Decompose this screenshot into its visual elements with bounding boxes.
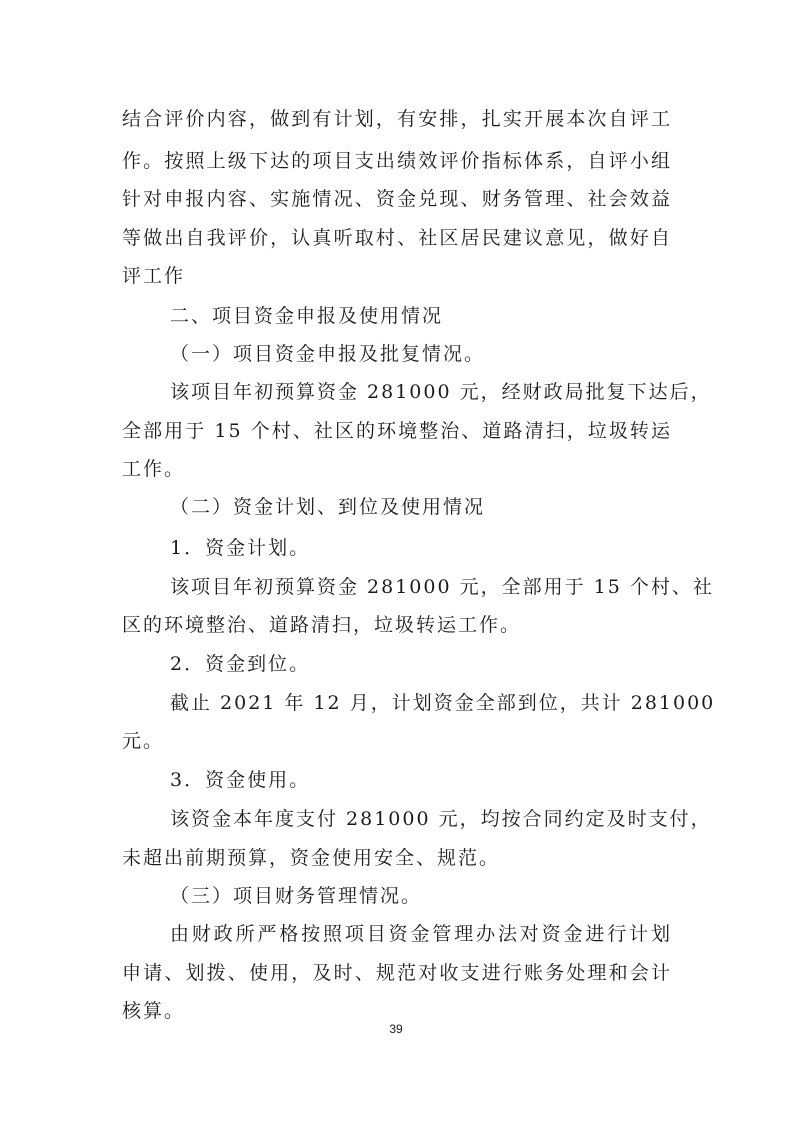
paragraph-line: 核算。 bbox=[122, 1000, 186, 1022]
paragraph-line: 该项目年初预算资金 281000 元，经财政局批复下达后， bbox=[170, 381, 712, 403]
subsection-heading: （一）项目资金申报及批复情况。 bbox=[170, 343, 486, 365]
section-heading: 二、项目资金申报及使用情况 bbox=[170, 305, 444, 327]
paragraph-line: 作。按照上级下达的项目支出绩效评价指标体系，自评小组 bbox=[122, 150, 672, 172]
page-number: 39 bbox=[389, 1022, 403, 1036]
paragraph-line: 未超出前期预算，资金使用安全、规范。 bbox=[122, 847, 501, 869]
paragraph-line: 工作。 bbox=[122, 458, 186, 480]
paragraph-line: 申请、划拨、使用，及时、规范对收支进行账务处理和会计 bbox=[122, 962, 672, 984]
paragraph-line: 全部用于 15 个村、社区的环境整治、道路清扫，垃圾转运 bbox=[122, 420, 672, 442]
paragraph-line: 截止 2021 年 12 月，计划资金全部到位，共计 281000 bbox=[170, 692, 716, 714]
paragraph-line: 元。 bbox=[122, 730, 165, 752]
paragraph-line: 由财政所严格按照项目资金管理办法对资金进行计划 bbox=[170, 923, 672, 945]
paragraph-line: 该资金本年度支付 281000 元，均按合同约定及时支付， bbox=[170, 808, 712, 830]
paragraph-line: 该项目年初预算资金 281000 元，全部用于 15 个村、社 bbox=[170, 576, 714, 598]
paragraph-line: 评工作 bbox=[122, 265, 186, 287]
item-heading: 1．资金计划。 bbox=[170, 537, 311, 559]
item-heading: 3．资金使用。 bbox=[170, 769, 311, 791]
paragraph-line: 区的环境整治、道路清扫，垃圾转运工作。 bbox=[122, 614, 522, 636]
paragraph-line: 等做出自我评价，认真听取村、社区居民建议意见，做好自 bbox=[122, 227, 672, 249]
paragraph-line: 针对申报内容、实施情况、资金兑现、财务管理、社会效益 bbox=[122, 188, 672, 210]
subsection-heading: （二）资金计划、到位及使用情况 bbox=[170, 496, 486, 518]
paragraph-line: 结合评价内容，做到有计划，有安排，扎实开展本次自评工 bbox=[122, 108, 672, 130]
subsection-heading: （三）项目财务管理情况。 bbox=[170, 885, 423, 907]
item-heading: 2．资金到位。 bbox=[170, 653, 311, 675]
